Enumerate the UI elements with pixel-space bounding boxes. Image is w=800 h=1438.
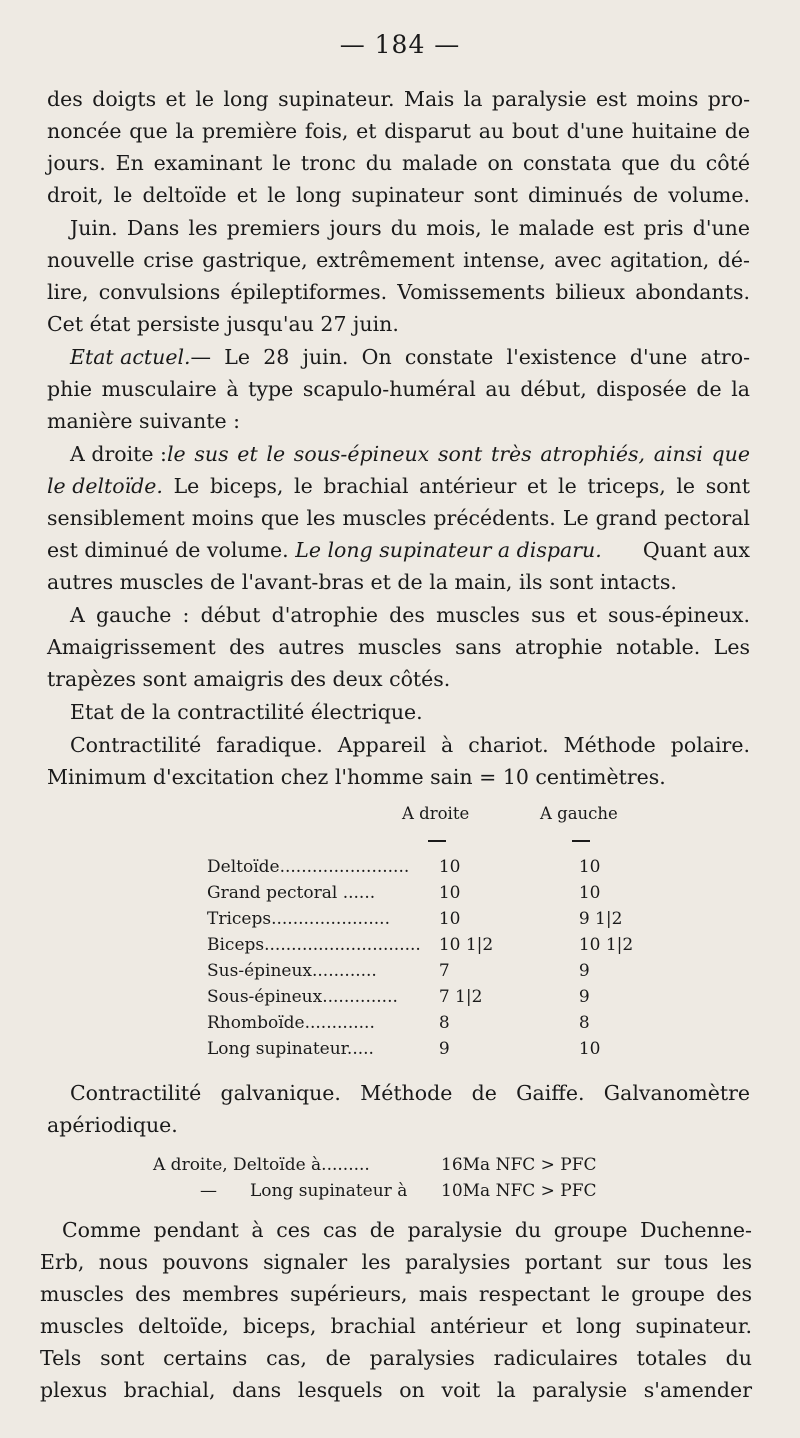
text-line: lire, convulsions épileptiformes. Vomissements bilieux abondants. — [47, 280, 750, 304]
value-droite: 7 — [438, 961, 450, 981]
value-droite: 10 1|2 — [438, 935, 494, 955]
italic-fragment: Le long supinateur a disparu. — [295, 538, 602, 562]
text-line: autres muscles de l'avant-bras et de la main, ils sont intacts. — [47, 570, 677, 594]
text-fragment: Quant aux — [636, 538, 750, 562]
text-line: plexus brachial, dans lesquels on voit la paralysie s'amender — [40, 1378, 752, 1402]
text-line: Tels sont certains cas, de paralysies radiculaires totales du — [40, 1346, 752, 1370]
galvanic-line — [153, 1152, 597, 1178]
value-gauche: 9 — [578, 987, 590, 1007]
text-fragment: — Le 28 juin. On constate l'existence d'une atro- — [190, 345, 750, 369]
electrical-table — [207, 854, 689, 1062]
text-line: phie musculaire à type scapulo-huméral au début, disposée de la — [47, 377, 750, 401]
muscle-name: Long supinateur..... — [207, 1039, 374, 1059]
muscle-name: Triceps...................... — [207, 909, 390, 929]
text-fragment: est diminué de volume. — [47, 538, 296, 562]
text-line: Cet état persiste jusqu'au 27 juin. — [47, 312, 399, 336]
italic-fragment: le sus et le sous-épineux sont très atrophiés, ainsi que — [166, 442, 750, 466]
value-gauche: 9 — [578, 961, 590, 981]
text-line: trapèzes sont amaigris des deux côtés. — [47, 667, 451, 691]
text-line: noncée que la première fois, et disparut au bout d'une huitaine de — [47, 119, 750, 143]
text-line: manière suivante : — [47, 409, 241, 433]
table-row — [207, 854, 689, 880]
text-line: Juin. Dans les premiers jours du mois, le malade est pris d'une — [70, 216, 750, 240]
value-droite: 8 — [438, 1013, 450, 1033]
muscle-name: Grand pectoral ...... — [207, 883, 376, 903]
value-gauche: 10 — [578, 1039, 601, 1059]
galvanic-value: 16Ma NFC > PFC — [441, 1155, 597, 1175]
text-line: muscles deltoïde, biceps, brachial antérieur et long supinateur. — [40, 1314, 752, 1338]
table-row — [207, 984, 689, 1010]
muscle-name: Sus-épineux............ — [207, 961, 377, 981]
table-row — [207, 932, 689, 958]
text-line: Amaigrissement des autres muscles sans atrophie notable. Les — [47, 635, 750, 659]
column-header-gauche: A gauche — [540, 804, 618, 823]
galvanic-label: Long supinateur à — [250, 1181, 408, 1201]
text-line: droit, le deltoïde et le long supinateur sont diminués de volume. — [47, 183, 750, 207]
text-line — [70, 342, 750, 372]
value-droite: 10 — [438, 883, 461, 903]
text-line: Comme pendant à ces cas de paralysie du groupe Duchenne- — [62, 1218, 752, 1242]
text-line: Contractilité faradique. Appareil à chariot. Méthode polaire. — [70, 733, 750, 757]
muscle-name: Deltoïde........................ — [207, 857, 410, 877]
column-header-droite: A droite — [402, 804, 470, 823]
value-gauche: 10 1|2 — [578, 935, 634, 955]
galvanic-line — [200, 1178, 597, 1204]
text-line — [70, 439, 750, 469]
italic-fragment: le deltoïde. — [47, 474, 163, 498]
galvanic-value: 10Ma NFC > PFC — [441, 1181, 597, 1201]
table-row — [207, 880, 689, 906]
header-rule — [428, 840, 446, 842]
text-line: sensiblement moins que les muscles précédents. Le grand pectoral — [47, 506, 750, 530]
text-line: jours. En examinant le tronc du malade on constata que du côté — [47, 151, 750, 175]
value-gauche: 8 — [578, 1013, 590, 1033]
galvanic-prefix: A droite, Deltoïde à......... — [153, 1155, 370, 1175]
text-line: Etat de la contractilité électrique. — [70, 700, 423, 724]
text-line: Minimum d'excitation chez l'homme sain = 10 centimètres. — [47, 765, 666, 789]
text-line: Contractilité galvanique. Méthode de Gaiffe. Galvanomètre — [70, 1081, 750, 1105]
text-line: muscles des membres supérieurs, mais respectant le groupe des — [40, 1282, 752, 1306]
table-row — [207, 1010, 689, 1036]
text-line — [47, 471, 750, 501]
value-droite: 10 — [438, 909, 461, 929]
value-gauche: 9 1|2 — [578, 909, 623, 929]
text-line: Erb, nous pouvons signaler les paralysies portant sur tous les — [40, 1250, 752, 1274]
header-rule — [572, 840, 590, 842]
page-number: — 184 — — [339, 30, 461, 59]
value-droite: 9 — [438, 1039, 450, 1059]
muscle-name: Sous-épineux.............. — [207, 987, 398, 1007]
text-line: apériodique. — [47, 1113, 178, 1137]
text-line: A gauche : début d'atrophie des muscles sus et sous-épineux. — [70, 603, 750, 627]
text-line: des doigts et le long supinateur. Mais la paralysie est moins pro- — [47, 87, 750, 111]
value-gauche: 10 — [578, 857, 601, 877]
value-droite: 7 1|2 — [438, 987, 483, 1007]
table-row — [207, 958, 689, 984]
muscle-name: Rhomboïde............. — [207, 1013, 375, 1033]
text-line: nouvelle crise gastrique, extrêmement intense, avec agitation, dé- — [47, 248, 750, 272]
galvanic-dash: — — [200, 1181, 217, 1201]
muscle-name: Biceps............................. — [207, 935, 421, 955]
italic-heading: Etat actuel. — [70, 345, 191, 369]
table-row — [207, 1036, 689, 1062]
value-droite: 10 — [438, 857, 461, 877]
value-gauche: 10 — [578, 883, 601, 903]
text-fragment: Le biceps, le brachial antérieur et le triceps, le sont — [162, 474, 750, 498]
table-row — [207, 906, 689, 932]
text-fragment: A droite : — [70, 442, 167, 466]
text-line — [47, 535, 750, 565]
